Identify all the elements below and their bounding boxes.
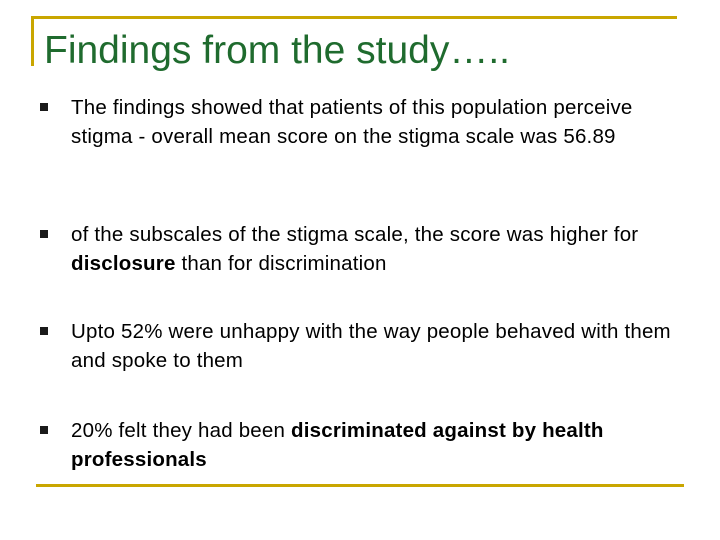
bullet-text-4 [71, 416, 686, 474]
bullet-text-4-lead: 20% felt they had been [71, 419, 292, 442]
square-bullet-icon [40, 103, 48, 111]
bullet-text-2-tail: than for discrimination [175, 252, 387, 275]
square-bullet-icon [40, 230, 48, 238]
bottom-divider-rule [36, 484, 684, 487]
bullet-text-3: Upto 52% were unhappy with the way people behaved with them and spoke to them [71, 320, 671, 372]
slide-title: Findings from the study….. [44, 29, 511, 72]
bullet-text-2-emphasis: disclosure [71, 252, 176, 275]
bullet-text-1: The findings showed that patients of this population perceive stigma - overall mean score on the stigma scale was 56.89 [71, 96, 633, 148]
square-bullet-icon [40, 426, 48, 434]
square-bullet-icon [40, 327, 48, 335]
bullet-text-2 [71, 220, 686, 278]
bullet-text-2-lead: of the subscales of the stigma scale, the score was higher for [71, 223, 639, 246]
bullet-text-4-emphasis: discriminated against by health professionals [71, 419, 604, 471]
